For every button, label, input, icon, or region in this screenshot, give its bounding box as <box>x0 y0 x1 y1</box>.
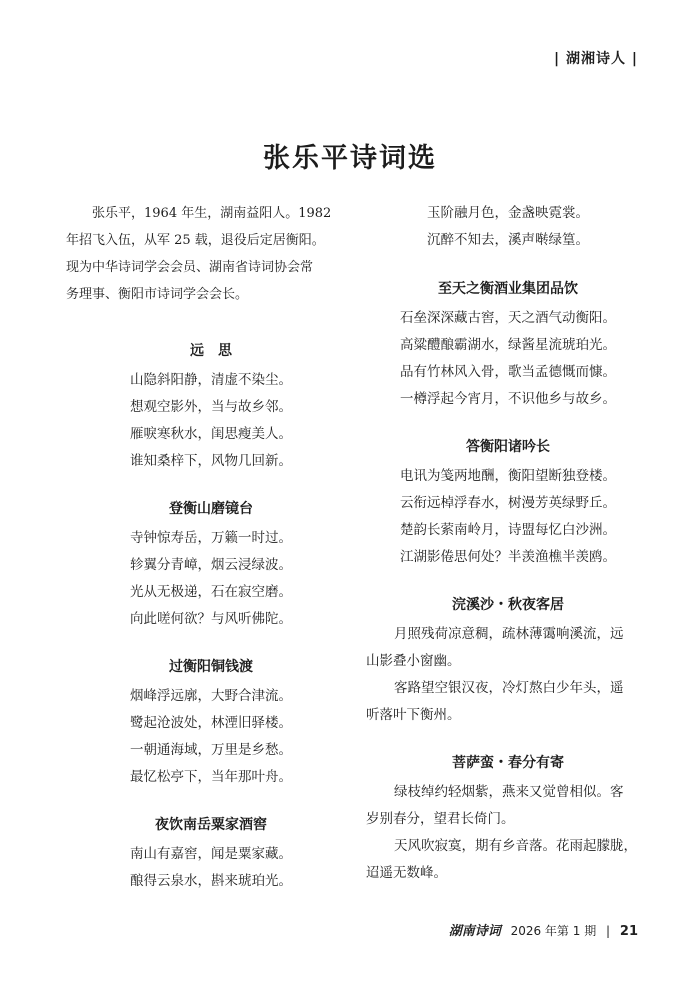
poem-line: 品有竹林风入骨，歌当孟德慨而慷。 <box>400 364 616 380</box>
poem-line: 石垒深深藏古窖，天之酒气动衡阳。 <box>400 310 616 326</box>
poem-title: 浣溪沙・秋夜客居 <box>452 597 564 613</box>
poem-line: 高粱醴酿霸湖水，绿酱星流琥珀光。 <box>400 337 616 353</box>
poem-line: 山隐斜阳静，清虚不染尘。 <box>130 372 292 388</box>
footer-separator: | <box>606 924 611 938</box>
poem-line: 一樽浮起今宵月，不识他乡与故乡。 <box>400 391 616 407</box>
poem-line: 一朝通海域，万里是乡愁。 <box>130 742 292 758</box>
poem-sujia-jiujiao <box>66 814 356 895</box>
poem-line: 轸翼分青嶂，烟云浸绿波。 <box>130 557 292 573</box>
poem-line: 南山有嘉窖，闻是粟家藏。 <box>130 846 292 862</box>
poem-line: 雁唳寒秋水，闺思瘦美人。 <box>130 426 292 442</box>
right-column <box>366 200 650 887</box>
poem-title: 登衡山磨镜台 <box>169 501 253 517</box>
poem-tongqiandu <box>66 656 356 791</box>
intro-line: 年招飞入伍，从军 25 载，退役后定居衡阳。 <box>66 233 325 248</box>
page-footer <box>449 920 638 939</box>
poem-title: 菩萨蛮・春分有寄 <box>452 755 564 771</box>
poem-continuation <box>366 200 650 254</box>
poem-line: 寺钟惊寿岳，万籁一时过。 <box>130 530 292 546</box>
ci-line: 天风吹寂寞，期有乡音落。花雨起朦胧， <box>394 838 637 854</box>
poem-line: 想观空影外，当与故乡邻。 <box>130 399 292 415</box>
ci-paragraph <box>366 621 650 675</box>
poem-line: 楚韵长萦南岭月，诗盟每忆白沙洲。 <box>400 522 616 538</box>
poem-line: 光从无极递，石在寂空磨。 <box>130 584 292 600</box>
poem-line: 最忆松亭下，当年那叶舟。 <box>130 769 292 785</box>
poem-line: 向此嗟何欲？与风听佛陀。 <box>130 611 292 627</box>
poem-line: 云衔远棹浮春水，树漫芳英绿野丘。 <box>400 495 616 511</box>
author-intro <box>66 200 356 308</box>
intro-line: 张乐平，1964 年生，湖南益阳人。1982 <box>92 206 332 221</box>
intro-line: 现为中华诗词学会会员、湖南省诗词协会常 <box>66 260 314 275</box>
left-column <box>66 200 356 895</box>
poem-line: 烟峰浮远廓，大野合津流。 <box>130 688 292 704</box>
poem-mojingtai <box>66 498 356 633</box>
poem-line: 江湖影倦思何处？半羡渔樵半羡鸥。 <box>400 549 616 565</box>
poem-hengyang-yinzhang <box>366 436 650 571</box>
ci-line: 山影叠小窗幽。 <box>366 653 461 669</box>
poem-title: 答衡阳诸吟长 <box>466 439 550 455</box>
poem-title: 过衡阳铜钱渡 <box>169 659 253 675</box>
section-tag: | 湖湘诗人 | <box>554 51 638 67</box>
ci-line: 绿枝绰约轻烟紫，燕来又觉曾相似。客 <box>394 784 624 800</box>
ci-line: 听落叶下衡州。 <box>366 707 461 723</box>
poem-line: 沉醉不知去，溪声啭绿篁。 <box>427 232 589 248</box>
poem-line: 鹭起沧波处，林湮旧驿楼。 <box>130 715 292 731</box>
ci-line: 迢遥无数峰。 <box>366 865 447 881</box>
poem-tianzhiheng <box>366 278 650 413</box>
page-title: 张乐平诗词选 <box>263 143 437 174</box>
ci-huanxisha <box>366 594 650 729</box>
poem-line: 玉阶融月色，金盏映霓裳。 <box>427 205 589 221</box>
ci-line: 岁别春分，望君长倚门。 <box>366 811 515 827</box>
poem-line: 电讯为笺两地酬，衡阳望断独登楼。 <box>400 468 616 484</box>
poem-yuansi <box>66 340 356 475</box>
poem-line: 酿得云泉水，斟来琥珀光。 <box>130 873 292 889</box>
issue-label: 2026 年第 1 期 <box>510 924 597 938</box>
poem-title: 至天之衡酒业集团品饮 <box>438 281 578 297</box>
magazine-logo: 湖南诗词 <box>448 924 501 939</box>
ci-paragraph <box>366 779 650 833</box>
poem-title: 远 思 <box>190 343 232 359</box>
ci-pusaman <box>366 752 650 887</box>
ci-paragraph <box>366 833 650 887</box>
poem-title: 夜饮南岳粟家酒窖 <box>155 817 267 833</box>
ci-paragraph <box>366 675 650 729</box>
intro-line: 务理事、衡阳市诗词学会会长。 <box>66 287 249 302</box>
ci-line: 客路望空银汉夜，冷灯熬白少年头，遥 <box>394 680 624 696</box>
ci-line: 月照残荷凉意稠，疏林薄霭响溪流，远 <box>394 626 624 642</box>
page-number: 21 <box>619 924 638 939</box>
poem-line: 谁知桑梓下，风物几回新。 <box>130 453 292 469</box>
